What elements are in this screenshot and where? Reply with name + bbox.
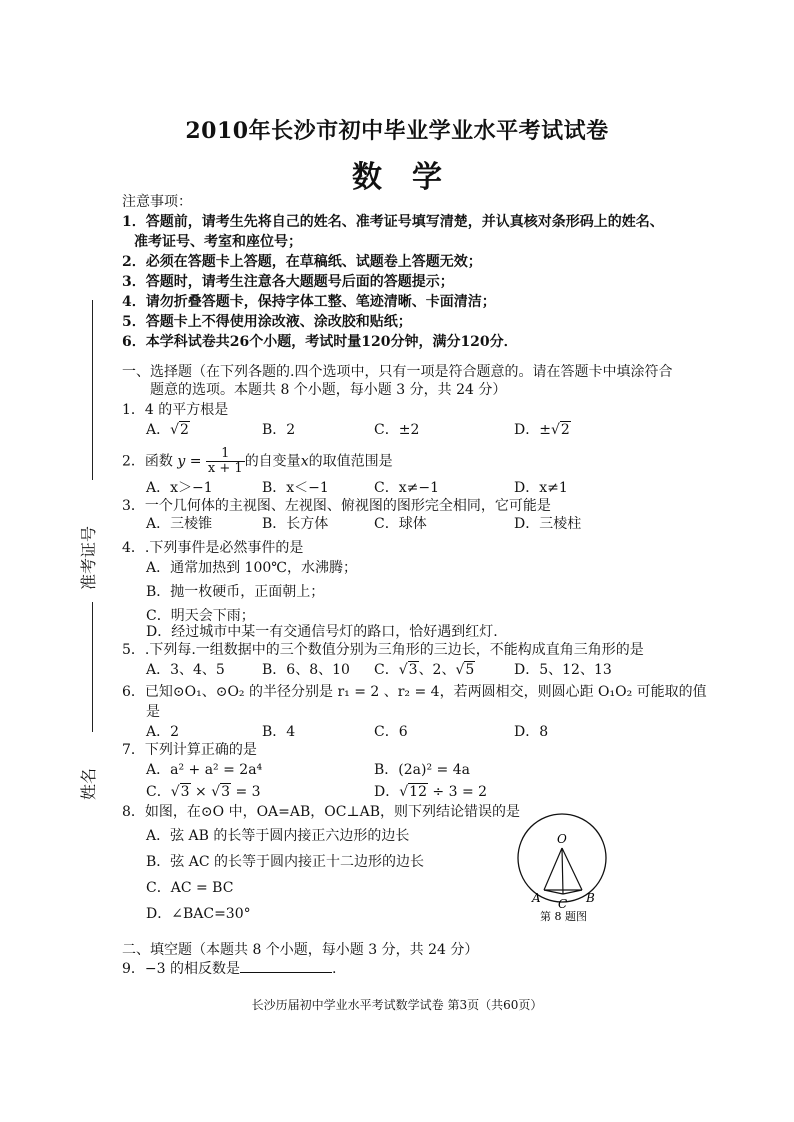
q1-option-c: C．±2 (374, 422, 420, 438)
side-rule-middle (92, 602, 93, 732)
q9-stem: 9．−3 的相反数是 . (122, 958, 336, 979)
q1-option-d: D．±√2 (514, 422, 570, 438)
name-label: 姓名 (79, 767, 98, 800)
q5-stem: 5．.下列每.一组数据中的三个数值分别为三角形的三边长，不能构成直角三角形的是 (122, 642, 644, 658)
exam-title: 2010年长沙市初中毕业学业水平考试试卷 (185, 118, 609, 144)
q8-figure-caption: 第 8 题图 (540, 910, 587, 923)
q8-segment-ob (562, 848, 582, 890)
notice-item-6: 6．本学科试卷共26个小题，考试时量120分钟，满分120分． (122, 334, 518, 350)
q8-stem: 8．如图，在⊙O 中，OA=AB，OC⊥AB，则下列结论错误的是 (122, 804, 521, 820)
q3-option-d: D．三棱柱 (514, 516, 582, 532)
notice-item-1-cont: 准考证号、考室和座位号； (134, 234, 302, 250)
q8-label-b: B (586, 891, 595, 905)
exam-subject: 数学 (352, 160, 472, 195)
q4-option-b: B．抛一枚硬币，正面朝上； (146, 584, 325, 600)
notice-item-5: 5．答题卡上不得使用涂改液、涂改胶和贴纸； (122, 314, 412, 330)
q8-figure (510, 808, 620, 926)
q4-option-d: D．经过城市中某一有交通信号灯的路口，恰好遇到红灯. (146, 624, 498, 640)
q7-stem: 7．下列计算正确的是 (122, 742, 257, 758)
notice-heading: 注意事项： (122, 194, 192, 210)
q8-option-b: B．弦 AC 的长等于圆内接正十二边形的边长 (146, 854, 425, 870)
q3-stem: 3．一个几何体的主视图、左视图、俯视图的图形完全相同，它可能是 (122, 498, 551, 514)
q2-fraction: $\frac{1}{x + 1}$ (207, 446, 243, 476)
q3-option-c: C．球体 (374, 516, 427, 532)
notice-item-4: 4．请勿折叠答题卡，保持字体工整、笔迹清晰、卡面清洁； (122, 294, 496, 310)
q1-option-b: B．2 (262, 422, 296, 438)
q6-option-d: D．8 (514, 724, 549, 740)
section1-heading-cont: 题意的选项。本题共 8 个小题，每小题 3 分，共 24 分） (150, 382, 507, 398)
q7-option-d: D．√12 ÷ 3 = 2 (374, 784, 488, 800)
section1-heading: 一、选择题（在下列各题的.四个选项中，只有一项是符合题意的。请在答题卡中填涂符合 (122, 364, 673, 380)
q9-answer-blank[interactable] (240, 958, 332, 973)
q6-option-c: C．6 (374, 724, 408, 740)
q2-option-c: C．x≠−1 (374, 480, 439, 496)
q8-segment-oa (544, 848, 562, 890)
q8-option-a: A．弦 AB 的长等于圆内接正六边形的边长 (146, 828, 410, 844)
q2-option-b: B．x＜−1 (262, 480, 329, 496)
q6-option-a: A．2 (146, 724, 180, 740)
q5-option-b: B．6、8、10 (262, 662, 350, 678)
q4-option-c: C．明天会下雨； (146, 608, 255, 624)
q8-label-a: A (532, 891, 541, 905)
q7-option-b: B．(2a)² = 4a (374, 762, 470, 778)
q7-option-c: C．√3 × √3 = 3 (146, 784, 261, 800)
q3-option-b: B．长方体 (262, 516, 329, 532)
q4-stem: 4．.下列事件是必然事件的是 (122, 540, 304, 556)
q2-option-d: D．x≠1 (514, 480, 568, 496)
q8-option-c: C．AC = BC (146, 880, 234, 896)
q1-option-a: A．√2 (146, 422, 189, 438)
notice-item-2: 2．必须在答题卡上答题，在草稿纸、试题卷上答题无效； (122, 254, 482, 270)
q2-stem: 2．函数 y = $\frac{1}{x + 1}$ 的自变量x的取值范围是 (122, 446, 393, 476)
notice-item-1: 1．答题前，请考生先将自己的姓名、准考证号填写清楚，并认真核对条形码上的姓名、 (122, 214, 664, 230)
q5-option-a: A．3、4、5 (146, 662, 225, 678)
q7-option-a: A．a² + a² = 2a⁴ (146, 762, 263, 778)
q4-option-a: A．通常加热到 100℃，水沸腾； (146, 560, 357, 576)
q8-segment-oc (562, 848, 563, 894)
q3-option-a: A．三棱锥 (146, 516, 213, 532)
q6-option-b: B．4 (262, 724, 296, 740)
q8-label-o: O (557, 832, 567, 846)
q5-option-c: C．√3、2、√5 (374, 662, 475, 678)
notice-item-3: 3．答题时，请考生注意各大题题号后面的答题提示； (122, 274, 454, 290)
q1-stem: 1．4 的平方根是 (122, 402, 229, 418)
side-rule-top (92, 300, 93, 480)
q6-stem: 6．已知⊙O₁、⊙O₂ 的半径分别是 r₁ = 2 、r₂ = 4，若两圆相交，则圆心距 O₁O₂ 可能取的值 (122, 684, 707, 700)
q2-option-a: A．x＞−1 (146, 480, 213, 496)
q5-option-d: D．5、12、13 (514, 662, 612, 678)
page-footer: 长沙历届初中学业水平考试数学试卷 第3页（共60页） (251, 998, 543, 1012)
section2-heading: 二、填空题（本题共 8 个小题，每小题 3 分，共 24 分） (122, 942, 479, 958)
q8-label-c: C (558, 897, 568, 911)
exam-number-label: 准考证号 (79, 525, 98, 590)
q6-stem-cont: 是 (146, 704, 160, 720)
q8-option-d: D．∠BAC=30° (146, 906, 251, 922)
